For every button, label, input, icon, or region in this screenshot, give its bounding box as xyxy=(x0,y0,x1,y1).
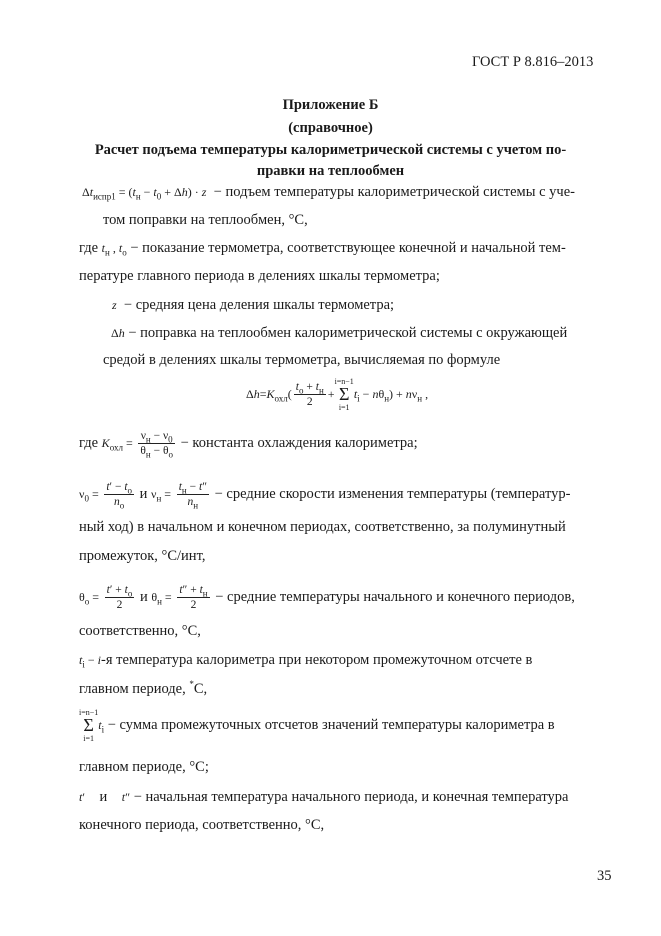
formula-v0: $\frac{t' - t_о}{n_о}$ xyxy=(106,481,133,511)
definition-line-10: ный ход) в начальном и конечном периодах, соответственно, за полуминутный xyxy=(79,519,566,535)
definition-line-17: главном периоде, °С; xyxy=(79,759,209,775)
formula-delta-t-corrected: $\Delta t_{испр1} = (t_н - t_0 + \Delta h) \cdot z$ xyxy=(82,185,207,202)
appendix-title: Приложение Б xyxy=(282,97,379,113)
unit: С, xyxy=(193,681,208,697)
definition-text: показание термометра, соответствующее конечной и начальной тем- xyxy=(142,240,566,256)
definition-line-7: средой в делениях шкалы термометра, вычисляемая по формуле xyxy=(103,352,501,368)
definition-text: подъем температуры калориметрической системы с уче- xyxy=(225,184,575,200)
formula-k-cooling: $\frac{\nu_н - \nu_0}{\theta_н - \theta_о}$ xyxy=(140,430,173,460)
appendix-status: (справочное) xyxy=(288,120,373,136)
definition-line-16: i=n−1 Σ $i=1t_i$ − сумма промежуточных отсчетов значений температуры калориметра в xyxy=(79,708,555,743)
definition-line-4: пературе главного периода в делениях шкалы термометра; xyxy=(79,268,440,284)
formula-theta-n: $\frac{t'' + t_н}{2}$ xyxy=(179,584,208,611)
definition-text: средние температуры начального и конечного периодов, xyxy=(227,588,575,605)
definition-line-9: $\nu_0$ = $\frac{t' - t_о}{n_о}$ и $\nu_н$ = $\frac{t_н - t''}{n_н}$ − средние скорости изменения температуры (температур- xyxy=(79,481,571,511)
definition-line-15: главном периоде, *С, xyxy=(79,679,208,697)
definition-line-19: конечного периода, соответственно, °С, xyxy=(79,817,325,833)
definition-line-2: том поправки на теплообмен, °С, xyxy=(103,212,308,228)
definition-line-13: соответственно, °С, xyxy=(79,623,201,639)
definition-line-11: промежуток, °С/инт, xyxy=(79,548,206,564)
definition-line-3: где $t_н$ , $t_о$ − показание термометра, соответствующее конечной и начальной тем- xyxy=(79,240,566,258)
formula-theta-o: $\frac{t' + t_о}{2}$ xyxy=(106,584,133,611)
definition-text: начальная температура начального периода, и конечная температура xyxy=(145,789,569,805)
formula-vn: $\frac{t_н - t''}{n_н}$ xyxy=(178,481,207,511)
definition-line-6: Δh − поправка на теплообмен калориметрической системы с окружающей xyxy=(111,325,568,341)
appendix-heading-line-1: Расчет подъема температуры калориметрической системы с учетом по- xyxy=(94,142,567,158)
definition-line-1: $\Delta t_{испр1} = (t_н - t_0 + \Delta h) \cdot z$ − подъем температуры калориметрической системы с уче- xyxy=(82,184,575,202)
definition-text: поправка на теплообмен калориметрической системы с окружающей xyxy=(140,325,568,341)
where-word: где xyxy=(79,434,99,451)
appendix-heading-line-2: правки на теплообмен xyxy=(256,163,405,179)
definition-text: средние скорости изменения температуры (температур- xyxy=(226,485,571,502)
summation-symbol: i=n−1 Σ i=1 xyxy=(79,708,99,743)
symbol-delta-h: Δh xyxy=(111,326,125,340)
definition-text: средняя цена деления шкалы термометра; xyxy=(135,297,395,313)
document-code: ГОСТ Р 8.816–2013 xyxy=(472,54,594,70)
and-word: и xyxy=(99,789,108,805)
definition-text: константа охлаждения калориметра; xyxy=(192,434,418,451)
definition-line-5: z − средняя цена деления шкалы термометра; xyxy=(112,297,395,313)
definition-line-8: где $K_{охл}$ = $\frac{\nu_н - \nu_0}{\theta_н - \theta_о}$ − константа охлаждения калориметра; xyxy=(79,430,418,460)
definition-text: -я температура калориметра при некотором промежуточном отсчете в xyxy=(100,652,533,668)
definition-line-14 xyxy=(79,652,532,669)
definition-line-12: $\theta_о$ = $\frac{t' + t_о}{2}$ и $\theta_н$ = $\frac{t'' + t_н}{2}$ − средние температуры начального и конечного периодов, xyxy=(79,584,575,611)
and-word: и xyxy=(139,485,148,502)
definition-text: сумма промежуточных отсчетов значений температуры калориметра в xyxy=(119,716,555,733)
symbol-z: z xyxy=(112,298,117,312)
symbols-tn-to: $t_н$ , $t_о$ xyxy=(101,241,127,258)
formula-delta-h: $\Delta h=K_{охл}$( $\frac{t_о + t_н}{2}$ +i=n−1 Σ $i=1t_i - n\theta_н) + n\nu_н$ , xyxy=(246,377,429,412)
where-word: где xyxy=(79,240,99,256)
symbol-ti: $t_i - i$ xyxy=(79,653,101,670)
definition-line-18: t′ и t″ − начальная температура начального периода, и конечная температура xyxy=(79,789,569,805)
page-number: 35 xyxy=(597,868,612,884)
and-word: и xyxy=(139,588,148,605)
